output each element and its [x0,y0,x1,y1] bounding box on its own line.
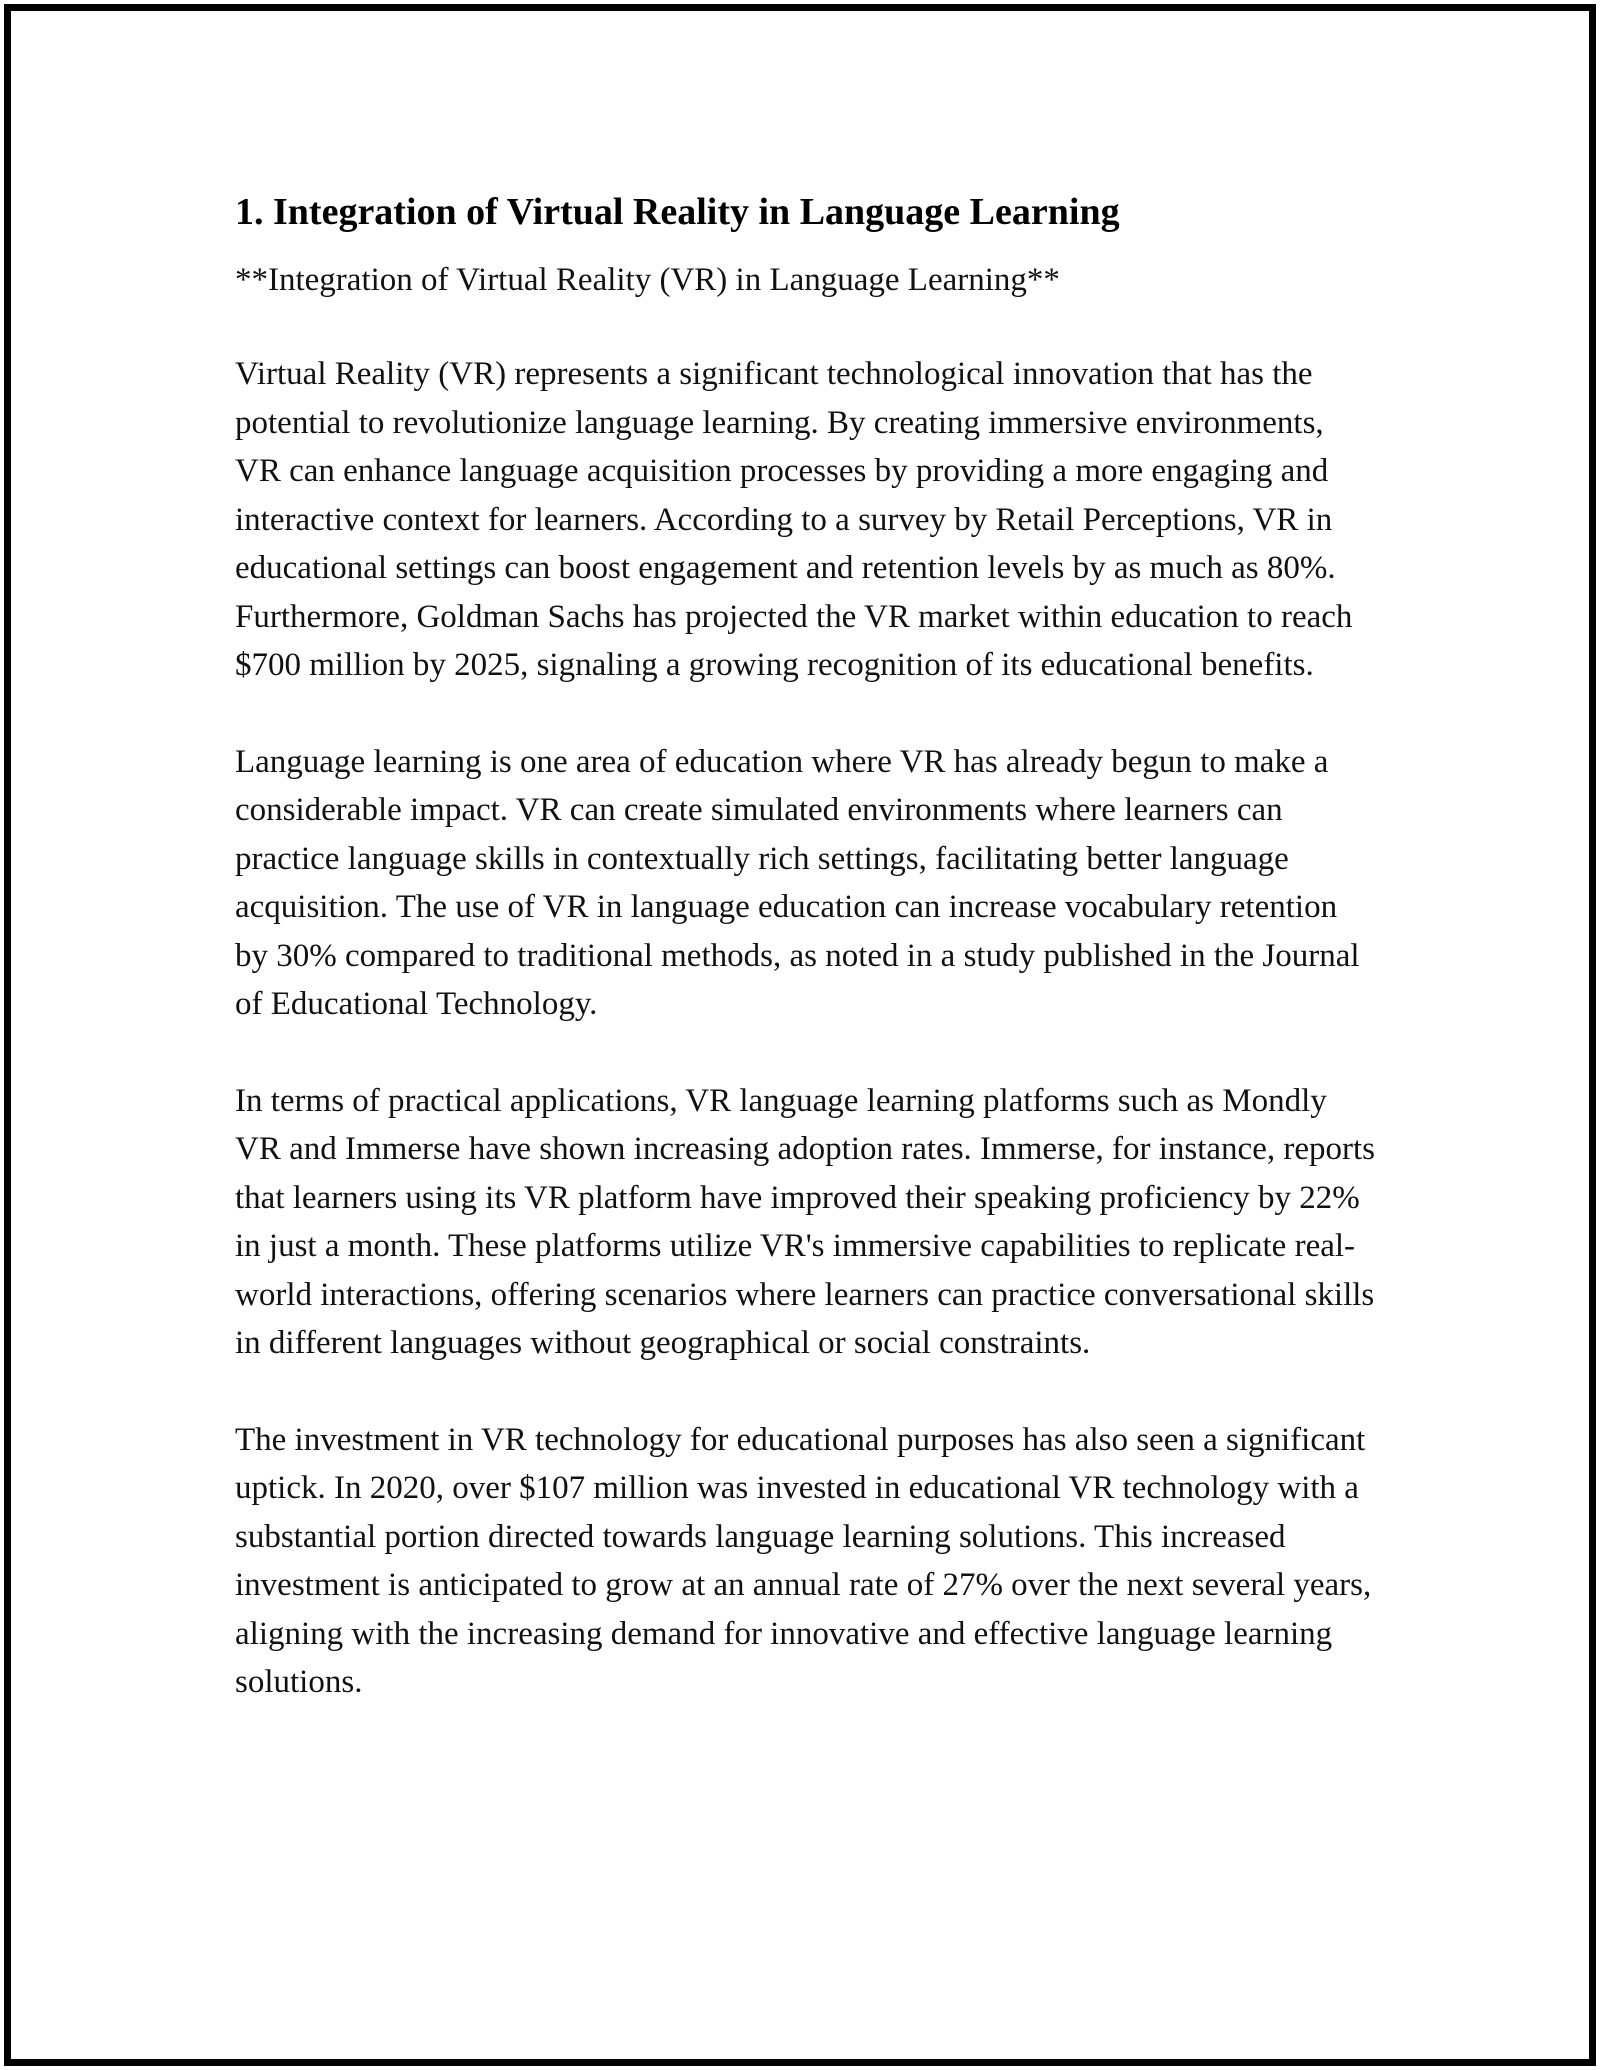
paragraph-1: Virtual Reality (VR) represents a significant technological innovation that has the potential to revolutionize language learning. By creating immersive environments, VR can enhance language acquisition processes by providing a more engaging and interactive context for learners. According to a survey by Retail Perceptions, VR in educational settings can boost engagement and retention levels by as much as 80%. Furthermore, Goldman Sachs has projected the VR market within education to reach $700 million by 2025, signaling a growing recognition of its educational benefits. [235,356,1353,683]
paragraph-3: In terms of practical applications, VR language learning platforms such as Mondly VR and Immerse have shown increasing adoption rates. Immerse, for instance, reports that learners using its VR platform have improved their speaking proficiency by 22% in just a month. These platforms utilize VR's immersive capabilities to replicate real-world interactions, offering scenarios where learners can practice conversational skills in different languages without geographical or social constraints. [235,1082,1375,1361]
paragraph-2: Language learning is one area of education where VR has already begun to make a considerable impact. VR can create simulated environments where learners can practice language skills in contextually rich settings, facilitating better language acquisition. The use of VR in language education can increase vocabulary retention by 30% compared to traditional methods, as noted in a study published in the Journal of Educational Technology. [235,743,1360,1022]
section-title: 1. Integration of Virtual Reality in Language Learning [235,191,1120,233]
paragraph-4: The investment in VR technology for educational purposes has also seen a significant uptick. In 2020, over $107 million was invested in educational VR technology with a substantial portion directed towards language learning solutions. This increased investment is anticipated to grow at an annual rate of 27% over the next several years, aligning with the increasing demand for innovative and effective language learning solutions. [235,1421,1372,1700]
section-subtitle: **Integration of Virtual Reality (VR) in Language Learning** [235,262,1060,298]
document-body [235,186,1375,1707]
